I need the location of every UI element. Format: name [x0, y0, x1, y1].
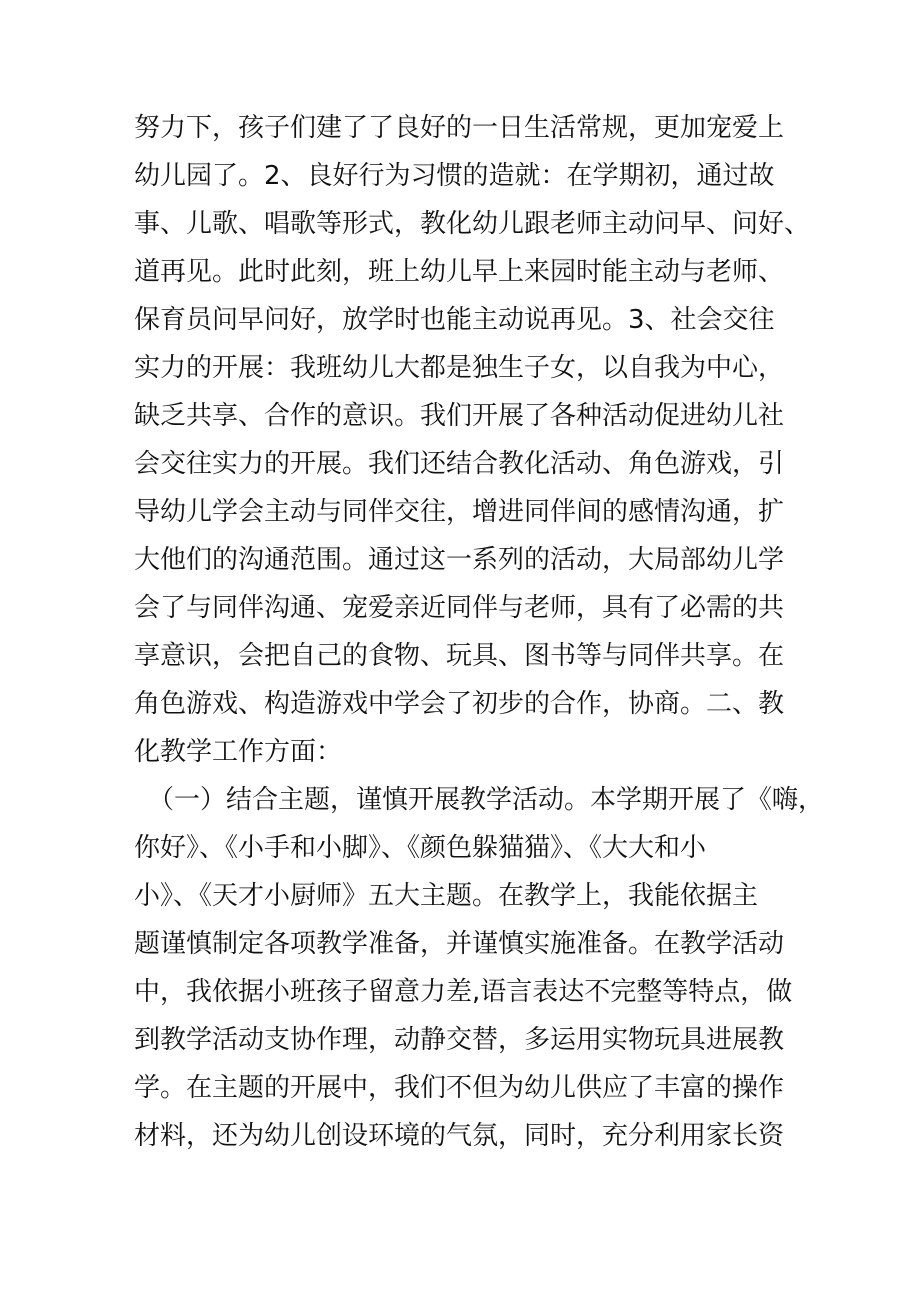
text-line: 大他们的沟通范围。通过这一系列的活动，大局部幼儿学 [134, 545, 785, 575]
body-text [134, 104, 825, 1160]
text-line: 中，我依据小班孩子留意力差,语言表达不完整等特点，做 [134, 977, 793, 1007]
text-line: 到教学活动支协作理，动静交替，多运用实物玩具进展教 [134, 1025, 785, 1055]
text-line: 保育员问早问好，放学时也能主动说再见。3、社会交往 [134, 305, 775, 335]
text-line: 享意识，会把自己的食物、玩具、图书等与同伴共享。在 [134, 641, 785, 671]
text-line: 导幼儿学会主动与同伴交往，增进同伴间的感情沟通，扩 [134, 497, 785, 527]
text-line: 小》、《天才小厨师》五大主题。在教学上，我能依据主 [134, 881, 759, 911]
text-line: 事、儿歌、唱歌等形式，教化幼儿跟老师主动问早、问好、 [134, 209, 811, 239]
text-line: 角色游戏、构造游戏中学会了初步的合作，协商。二、教 [134, 689, 785, 719]
text-line: 幼儿园了。2、良好行为习惯的造就：在学期初，通过故 [134, 161, 775, 191]
text-line: 材料，还为幼儿创设环境的气氛，同时，充分利用家长资 [134, 1121, 785, 1151]
text-line: 实力的开展：我班幼儿大都是独生子女，以自我为中心， [134, 353, 785, 383]
text-line: 你好》、《小手和小脚》、《颜色躲猫猫》、《大大和小 [134, 833, 707, 863]
text-line: 缺乏共享、合作的意识。我们开展了各种活动促进幼儿社 [134, 401, 785, 431]
section-heading-line: （一）结合主题，谨慎开展教学活动。本学期开展了《嗨， [148, 785, 825, 815]
text-line: 努力下，孩子们建了了良好的一日生活常规，更加宠爱上 [134, 113, 785, 143]
text-line: 化教学工作方面： [134, 737, 343, 767]
text-line: 会交往实力的开展。我们还结合教化活动、角色游戏，引 [134, 449, 785, 479]
text-line: 题谨慎制定各项教学准备，并谨慎实施准备。在教学活动 [134, 929, 785, 959]
text-line: 道再见。此时此刻，班上幼儿早上来园时能主动与老师、 [134, 257, 785, 287]
text-line: 学。在主题的开展中，我们不但为幼儿供应了丰富的操作 [134, 1073, 785, 1103]
text-line: 会了与同伴沟通、宠爱亲近同伴与老师，具有了必需的共 [134, 593, 785, 623]
